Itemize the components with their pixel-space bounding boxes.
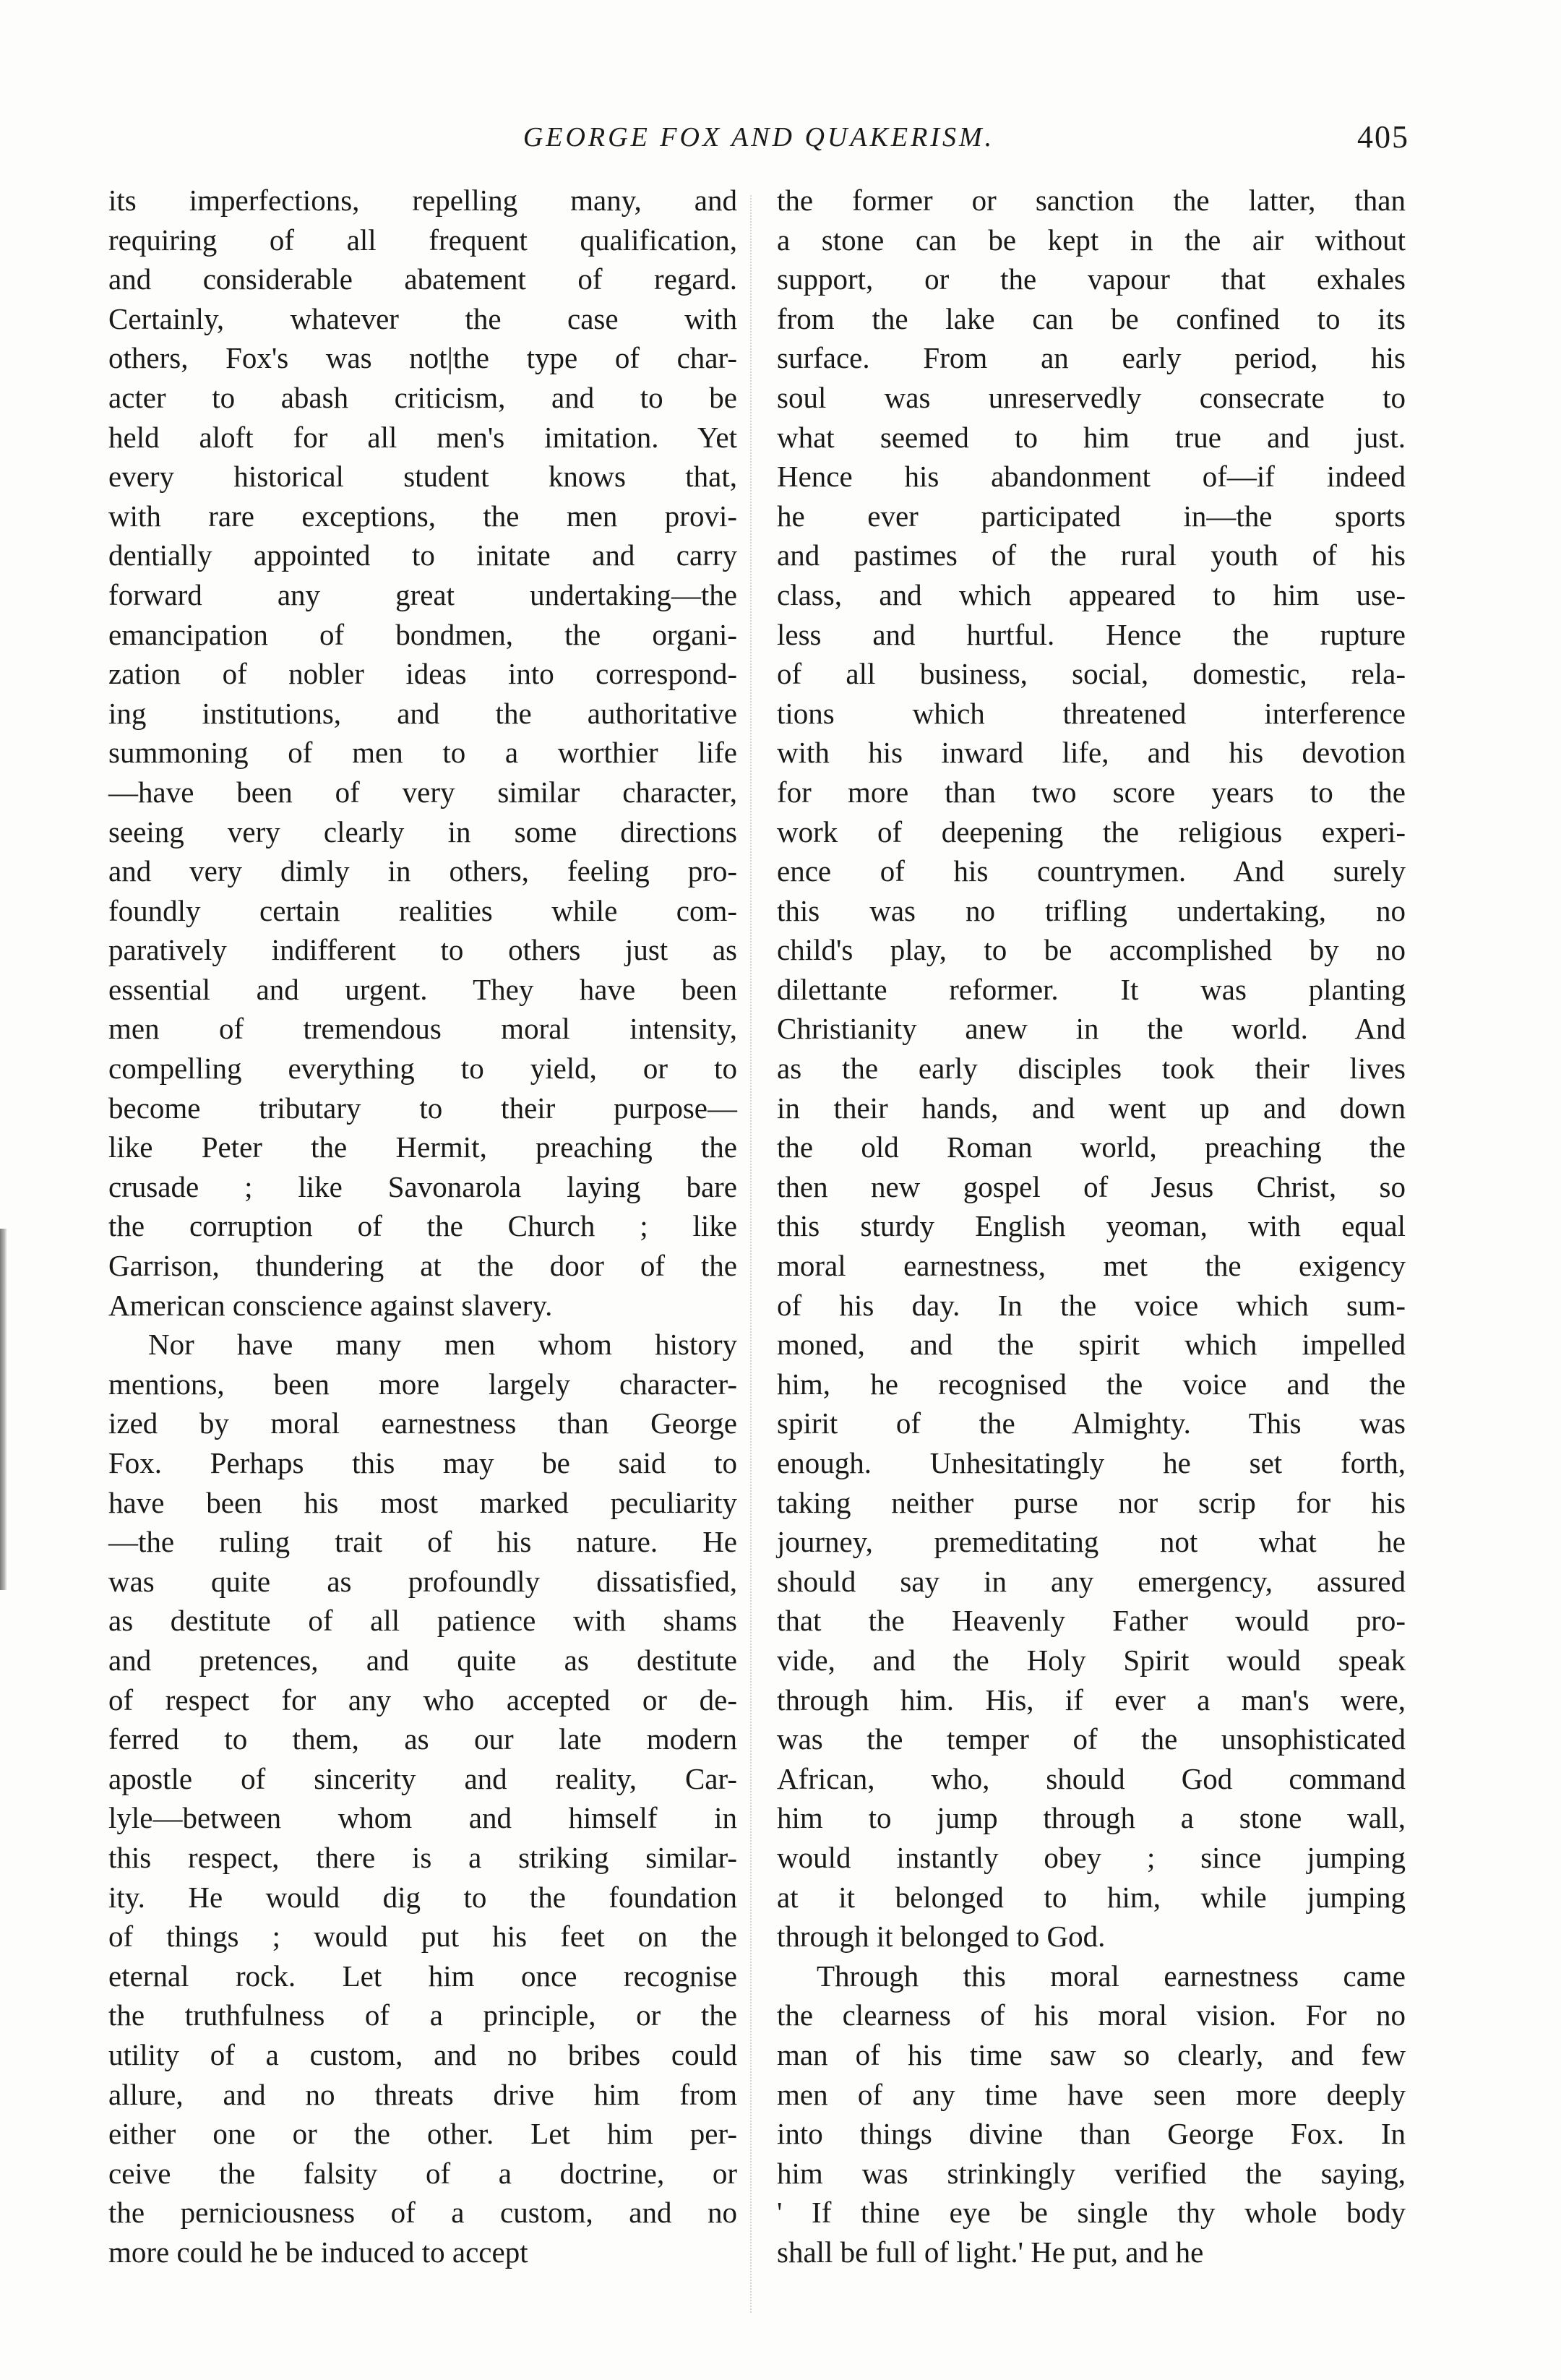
text-line: the truthfulness of a principle, or the: [108, 1998, 737, 2032]
text-line: either one or the other. Let him per-: [108, 2117, 737, 2151]
text-line: Fox. Perhaps this may be said to: [108, 1446, 737, 1479]
text-line: allure, and no threats drive him from: [108, 2077, 737, 2111]
text-line: —the ruling trait of his nature. He: [108, 1525, 737, 1559]
text-line: paratively indifferent to others just as: [108, 933, 737, 967]
text-line: utility of a custom, and no bribes could: [108, 2037, 737, 2071]
text-line: spirit of the Almighty. This was: [777, 1406, 1406, 1440]
text-line: ferred to them, as our late modern: [108, 1722, 737, 1756]
text-line: he ever participated in—the sports: [777, 499, 1406, 533]
text-line: of respect for any who accepted or de-: [108, 1683, 737, 1717]
text-line: ized by moral earnestness than George: [108, 1406, 737, 1440]
text-line: at it belonged to him, while jumping: [777, 1880, 1406, 1914]
text-line: the old Roman world, preaching the: [777, 1130, 1406, 1164]
text-line: ceive the falsity of a doctrine, or: [108, 2156, 737, 2190]
text-line: less and hurtful. Hence the rupture: [777, 617, 1406, 651]
page-number: 405: [1357, 119, 1409, 155]
text-line: shall be full of light.' He put, and he: [777, 2235, 1204, 2269]
text-line: the clearness of his moral vision. For no: [777, 1998, 1406, 2032]
text-line: tions which threatened interference: [777, 696, 1406, 730]
text-line: zation of nobler ideas into correspond-: [108, 657, 737, 691]
text-line: African, who, should God command: [777, 1761, 1406, 1795]
text-line: —have been of very similar character,: [108, 775, 737, 809]
text-line: crusade ; like Savonarola laying bare: [108, 1169, 737, 1203]
text-line: men of tremendous moral intensity,: [108, 1012, 737, 1046]
text-line: apostle of sincerity and reality, Car-: [108, 1761, 737, 1795]
text-line: seeing very clearly in some directions: [108, 815, 737, 849]
text-line: work of deepening the religious experi-: [777, 815, 1406, 849]
running-header: [108, 116, 1409, 159]
text-line: through it belonged to God.: [777, 1920, 1106, 1954]
text-line: its imperfections, repelling many, and: [108, 184, 737, 217]
text-line: was the temper of the unsophisticated: [777, 1722, 1406, 1756]
text-line: every historical student knows that,: [108, 460, 737, 494]
text-line: him was strinkingly verified the saying,: [777, 2156, 1406, 2190]
text-line: surface. From an early period, his: [777, 341, 1406, 375]
text-line: Garrison, thundering at the door of the: [108, 1249, 737, 1283]
text-line: forward any great undertaking—the: [108, 577, 737, 611]
text-line: this respect, there is a striking similar-: [108, 1840, 737, 1874]
text-line: enough. Unhesitatingly he set forth,: [777, 1446, 1406, 1479]
text-line: this sturdy English yeoman, with equal: [777, 1209, 1406, 1243]
text-line: as destitute of all patience with shams: [108, 1604, 737, 1638]
text-line: and pretences, and quite as destitute: [108, 1643, 737, 1677]
text-line: what seemed to him true and just.: [777, 420, 1406, 454]
text-line: as the early disciples took their lives: [777, 1052, 1406, 1086]
text-line: support, or the vapour that exhales: [777, 262, 1406, 296]
text-line: the perniciousness of a custom, and no: [108, 2196, 737, 2230]
text-line: moned, and the spirit which impelled: [777, 1328, 1406, 1362]
text-line: dilettante reformer. It was planting: [777, 972, 1406, 1006]
text-line: this was no trifling undertaking, no: [777, 893, 1406, 927]
text-line: that the Heavenly Father would pro-: [777, 1604, 1406, 1638]
text-line: man of his time saw so clearly, and few: [777, 2037, 1406, 2071]
text-line: Hence his abandonment of—if indeed: [777, 460, 1406, 494]
column-gutter: [750, 195, 752, 2313]
text-line: ing institutions, and the authoritative: [108, 696, 737, 730]
text-line: ' If thine eye be single thy whole body: [777, 2196, 1406, 2230]
text-line: child's play, to be accomplished by no: [777, 933, 1406, 967]
text-line: compelling everything to yield, or to: [108, 1052, 737, 1086]
right-text-column: [777, 181, 1406, 2272]
text-line: would instantly obey ; since jumping: [777, 1840, 1406, 1874]
text-line: lyle—between whom and himself in: [108, 1801, 737, 1835]
text-line: moral earnestness, met the exigency: [777, 1249, 1406, 1283]
text-line: others, Fox's was not|the type of char-: [108, 341, 737, 375]
text-line: of his day. In the voice which sum-: [777, 1288, 1406, 1322]
text-line: American conscience against slavery.: [108, 1288, 553, 1322]
text-line: taking neither purse nor scrip for his: [777, 1485, 1406, 1519]
text-line: ence of his countrymen. And surely: [777, 854, 1406, 888]
text-line: from the lake can be confined to its: [777, 301, 1406, 335]
text-line: with his inward life, and his devotion: [777, 736, 1406, 770]
text-line: the corruption of the Church ; like: [108, 1209, 737, 1243]
text-line: held aloft for all men's imitation. Yet: [108, 420, 737, 454]
text-line: him to jump through a stone wall,: [777, 1801, 1406, 1835]
text-line: through him. His, if ever a man's were,: [777, 1683, 1406, 1717]
text-line: become tributary to their purpose—: [108, 1091, 737, 1125]
text-line: vide, and the Holy Spirit would speak: [777, 1643, 1406, 1677]
text-line: him, he recognised the voice and the: [777, 1367, 1406, 1401]
text-line: have been his most marked peculiarity: [108, 1485, 737, 1519]
text-line: dentially appointed to initate and carry: [108, 538, 737, 572]
text-line: men of any time have seen more deeply: [777, 2077, 1406, 2111]
text-line: and pastimes of the rural youth of his: [777, 538, 1406, 572]
text-line: eternal rock. Let him once recognise: [108, 1959, 737, 1993]
text-line: more could he be induced to accept: [108, 2235, 528, 2269]
text-line: and very dimly in others, feeling pro-: [108, 854, 737, 888]
text-line: the former or sanction the latter, than: [777, 184, 1406, 217]
text-line: was quite as profoundly dissatisfied,: [108, 1564, 737, 1598]
text-line: should say in any emergency, assured: [777, 1564, 1406, 1598]
text-line: Certainly, whatever the case with: [108, 301, 737, 335]
text-line: Through this moral earnestness came: [817, 1959, 1406, 1993]
text-line: like Peter the Hermit, preaching the: [108, 1130, 737, 1164]
text-line: in their hands, and went up and down: [777, 1091, 1406, 1125]
text-line: a stone can be kept in the air without: [777, 223, 1406, 257]
text-line: with rare exceptions, the men provi-: [108, 499, 737, 533]
left-text-column: [108, 181, 737, 2272]
text-line: requiring of all frequent qualification,: [108, 223, 737, 257]
running-title: GEORGE FOX AND QUAKERISM.: [523, 122, 995, 152]
text-line: emancipation of bondmen, the organi-: [108, 617, 737, 651]
text-line: for more than two score years to the: [777, 775, 1406, 809]
text-line: foundly certain realities while com-: [108, 893, 737, 927]
text-line: Christianity anew in the world. And: [777, 1012, 1406, 1046]
text-line: acter to abash criticism, and to be: [108, 380, 737, 414]
text-line: essential and urgent. They have been: [108, 972, 737, 1006]
text-line: of all business, social, domestic, rela-: [777, 657, 1406, 691]
text-line: summoning of men to a worthier life: [108, 736, 737, 770]
text-line: of things ; would put his feet on the: [108, 1920, 737, 1954]
text-line: ity. He would dig to the foundation: [108, 1880, 737, 1914]
text-line: then new gospel of Jesus Christ, so: [777, 1169, 1406, 1203]
text-line: into things divine than George Fox. In: [777, 2117, 1406, 2151]
text-line: and considerable abatement of regard.: [108, 262, 737, 296]
text-line: class, and which appeared to him use-: [777, 577, 1406, 611]
text-line: mentions, been more largely character-: [108, 1367, 737, 1401]
page-edge-shadow: [0, 1229, 7, 1590]
text-line: Nor have many men whom history: [148, 1328, 737, 1362]
text-line: soul was unreservedly consecrate to: [777, 380, 1406, 414]
text-line: journey, premeditating not what he: [777, 1525, 1406, 1559]
